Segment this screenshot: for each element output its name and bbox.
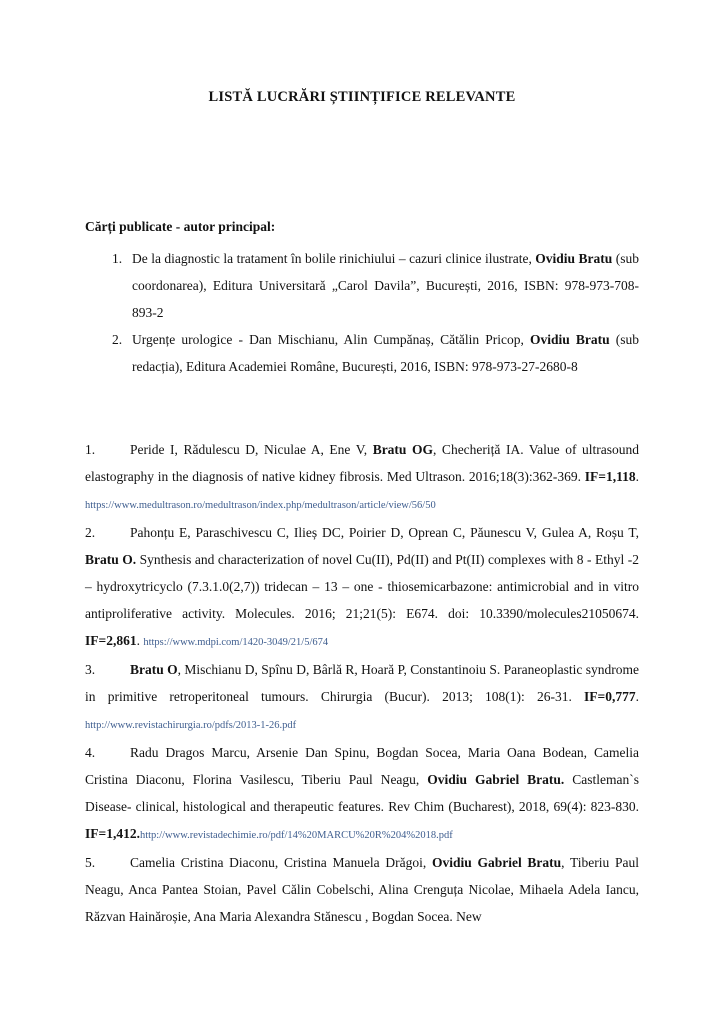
reference-text: . xyxy=(635,689,639,704)
book-item-text: De la diagnostic la tratament în bolile rinichiului – cazuri clinice ilustrate, xyxy=(132,251,536,266)
reference-text: . xyxy=(635,469,639,484)
author-highlight: Ovidiu Gabriel Bratu. xyxy=(427,772,565,787)
reference-link[interactable]: https://www.medultrason.ro/medultrason/index.php/medultrason/article/view/56/50 xyxy=(85,500,436,511)
impact-factor: IF=2,861 xyxy=(85,633,137,648)
reference-text: Camelia Cristina Diaconu, Cristina Manuela Drăgoi, xyxy=(130,855,432,870)
book-list-item xyxy=(85,245,639,326)
reference-text: Pahonțu E, Paraschivescu C, Ilieș DC, Poirier D, Oprean C, Păunescu V, Gulea A, Roșu T, xyxy=(130,525,639,540)
section-heading: Cărți publicate - autor principal: xyxy=(85,219,276,234)
book-item-number: 2. xyxy=(112,332,123,347)
reference-text: , Mischianu D, Spînu D, Bârlă R, Hoară P, Constantinoiu S. Paraneoplastic syndrome in primitive retroperitoneal tumours. Chirurgia (Bucur). 2013; 108(1): 26-31. xyxy=(85,662,639,704)
books-list xyxy=(85,245,639,380)
author-highlight: Bratu O xyxy=(130,662,178,677)
reference-number: 2. xyxy=(85,525,96,540)
book-item-number: 1. xyxy=(112,251,123,266)
book-item-text: (sub redacția), Editura Academiei Române, București, 2016, ISBN: 978-973-27-2680-8 xyxy=(132,332,640,374)
impact-factor: IF=0,777 xyxy=(584,689,636,704)
book-list-item xyxy=(85,326,639,380)
reference-item xyxy=(85,656,639,739)
reference-number: 4. xyxy=(85,745,96,760)
impact-factor: IF=1,118 xyxy=(584,469,636,484)
reference-text: Peride I, Rădulescu D, Niculae A, Ene V, xyxy=(130,442,373,457)
author-highlight: Bratu O. xyxy=(85,552,137,567)
reference-text: Castleman`s Disease- clinical, histological and therapeutic features. Rev Chim (Bucharest), 2018, 69(4): 823-830. xyxy=(85,772,639,814)
reference-text: Radu Dragos Marcu, Arsenie Dan Spinu, Bogdan Socea, Maria Oana Bodean, Camelia Cristina Diaconu, Florina Vasilescu, Tiberiu Paul Neagu, xyxy=(85,745,639,787)
references-list xyxy=(85,436,639,930)
book-item-text: (sub coordonarea), Editura Universitară „Carol Davila”, București, 2016, ISBN: 978-973-708-893-2 xyxy=(132,251,639,320)
reference-text: . xyxy=(136,633,144,648)
reference-link[interactable]: http://www.revistadechimie.ro/pdf/14%20MARCU%20R%204%2018.pdf xyxy=(139,830,453,841)
reference-item xyxy=(85,739,639,849)
reference-number: 5. xyxy=(85,855,96,870)
reference-text: , Tiberiu Paul Neagu, Anca Pantea Stoian, Pavel Călin Cobelschi, Alina Crenguța Nicolae, Mihaela Adela Iancu, Răzvan Hainăroșie, Ana Maria Alexandra Stănescu , Bogdan Socea. New xyxy=(85,855,639,924)
reference-item xyxy=(85,519,639,656)
author-highlight: Ovidiu Bratu xyxy=(529,332,610,347)
book-item-text: Urgențe urologice - Dan Mischianu, Alin Cumpănaș, Cătălin Pricop, xyxy=(132,332,530,347)
reference-link[interactable]: http://www.revistachirurgia.ro/pdfs/2013-1-26.pdf xyxy=(85,720,297,731)
reference-text: Synthesis and characterization of novel Cu(II), Pd(II) and Pt(II) complexes with 8 - Ethyl -2 – hydroxytricyclo (7.3.1.0(2,7)) tridecan – 13 – one - thiosemicarbazone: antimicrobial and in vitro antiproliferative activity. Molecules. 2016; 21;21(5): E674. doi: 10.3390/molecules21050674. xyxy=(85,552,639,621)
reference-number: 1. xyxy=(85,442,96,457)
author-highlight: Ovidiu Bratu xyxy=(535,251,613,266)
author-highlight: Ovidiu Gabriel Bratu xyxy=(431,855,562,870)
reference-text: , Checheriță IA. Value of ultrasound elastography in the diagnosis of native kidney fibrosis. Med Ultrason. 2016;18(3):362-369. xyxy=(85,442,639,484)
reference-item xyxy=(85,436,639,519)
reference-link[interactable]: https://www.mdpi.com/1420-3049/21/5/674 xyxy=(143,637,329,648)
author-highlight: Bratu OG xyxy=(372,442,433,457)
reference-item xyxy=(85,849,639,930)
reference-number: 3. xyxy=(85,662,96,677)
impact-factor: IF=1,412. xyxy=(85,826,140,841)
page-title: LISTĂ LUCRĂRI ȘTIINȚIFICE RELEVANTE xyxy=(208,89,516,105)
